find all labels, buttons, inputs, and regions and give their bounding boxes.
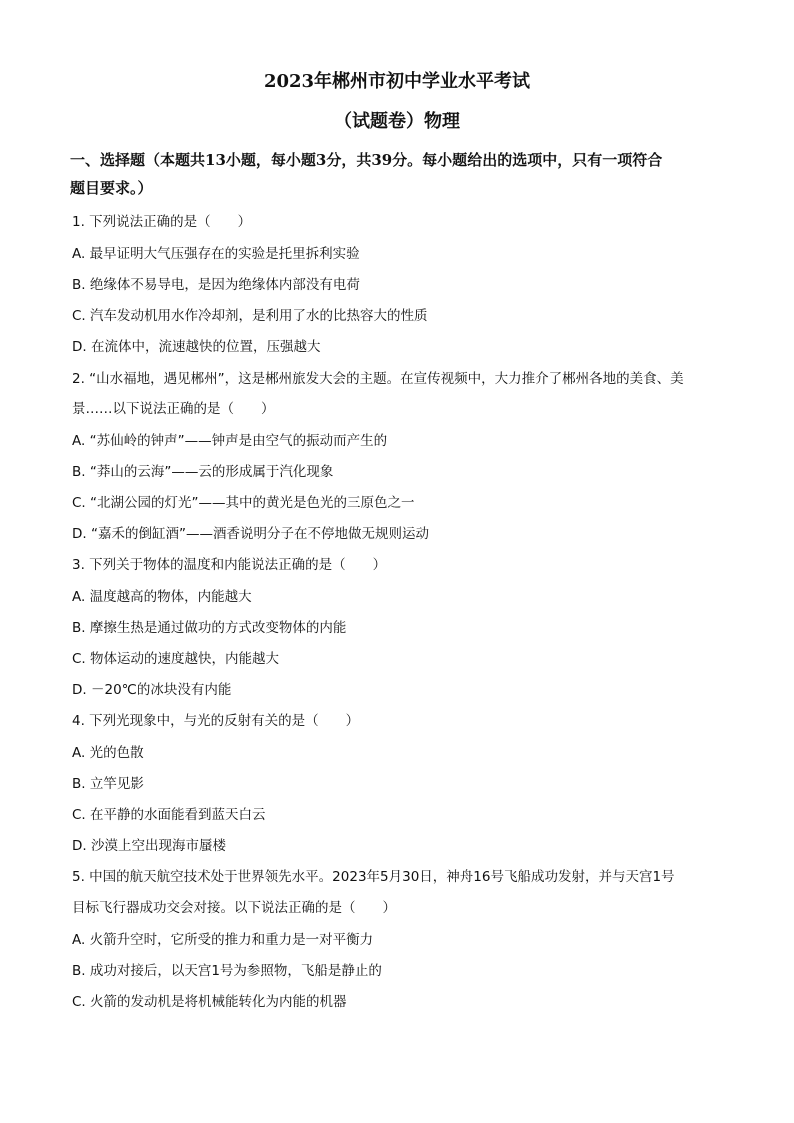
question-1-option-c: C. 汽车发动机用水作冷却剂，是利用了水的比热容大的性质 <box>72 308 428 324</box>
question-3-stem: 3. 下列关于物体的温度和内能说法正确的是（ ） <box>72 557 387 573</box>
question-4-option-d: D. 沙漠上空出现海市蜃楼 <box>72 838 226 854</box>
question-1-option-b: B. 绝缘体不易导电，是因为绝缘体内部没有电荷 <box>72 277 360 293</box>
section-heading-line1: 一、选择题（本题共13小题，每小题3分，共39分。每小题给出的选项中，只有一项符合 <box>70 151 663 169</box>
question-3-option-d: D. －20℃的冰块没有内能 <box>72 682 232 698</box>
question-5-option-c: C. 火箭的发动机是将机械能转化为内能的机器 <box>72 994 347 1010</box>
question-4-option-c: C. 在平静的水面能看到蓝天白云 <box>72 807 266 823</box>
question-5-option-b: B. 成功对接后，以天宫1号为参照物，飞船是静止的 <box>72 963 382 979</box>
question-3-option-c: C. 物体运动的速度越快，内能越大 <box>72 651 280 667</box>
question-1-option-d: D. 在流体中，流速越快的位置，压强越大 <box>72 339 321 355</box>
question-5-stem-line2: 目标飞行器成功交会对接。以下说法正确的是（ ） <box>72 900 396 916</box>
question-2-option-b: B. “莽山的云海”——云的形成属于汽化现象 <box>72 464 334 480</box>
question-2-stem-line2: 景……以下说法正确的是（ ） <box>72 401 275 417</box>
question-2-option-d: D. “嘉禾的倒缸酒”——酒香说明分子在不停地做无规则运动 <box>72 526 429 542</box>
section-heading <box>70 146 730 202</box>
question-1-option-a: A. 最早证明大气压强存在的实验是托里拆利实验 <box>72 246 360 262</box>
exam-subtitle: （试题卷）物理 <box>334 111 460 132</box>
question-3-option-a: A. 温度越高的物体，内能越大 <box>72 589 252 605</box>
question-2-option-c: C. “北湖公园的灯光”——其中的黄光是色光的三原色之一 <box>72 495 415 511</box>
question-2-stem-line1: 2. “山水福地，遇见郴州”，这是郴州旅发大会的主题。在宣传视频中，大力推介了郴州各地的美食、美 <box>72 371 684 387</box>
question-5-option-a: A. 火箭升空时，它所受的推力和重力是一对平衡力 <box>72 932 374 948</box>
question-4-option-b: B. 立竿见影 <box>72 776 144 792</box>
exam-title: 2023年郴州市初中学业水平考试 <box>263 71 531 92</box>
question-5-stem-line1: 5. 中国的航天航空技术处于世界领先水平。2023年5月30日，神舟16号飞船成功发射，并与天宫1号 <box>72 869 675 885</box>
question-2-option-a: A. “苏仙岭的钟声”——钟声是由空气的振动而产生的 <box>72 433 388 449</box>
question-4-stem: 4. 下列光现象中，与光的反射有关的是（ ） <box>72 713 360 729</box>
question-1-stem: 1. 下列说法正确的是（ ） <box>72 214 252 230</box>
question-3-option-b: B. 摩擦生热是通过做功的方式改变物体的内能 <box>72 620 347 636</box>
section-heading-line2: 题目要求。） <box>70 179 153 197</box>
question-4-option-a: A. 光的色散 <box>72 745 144 761</box>
